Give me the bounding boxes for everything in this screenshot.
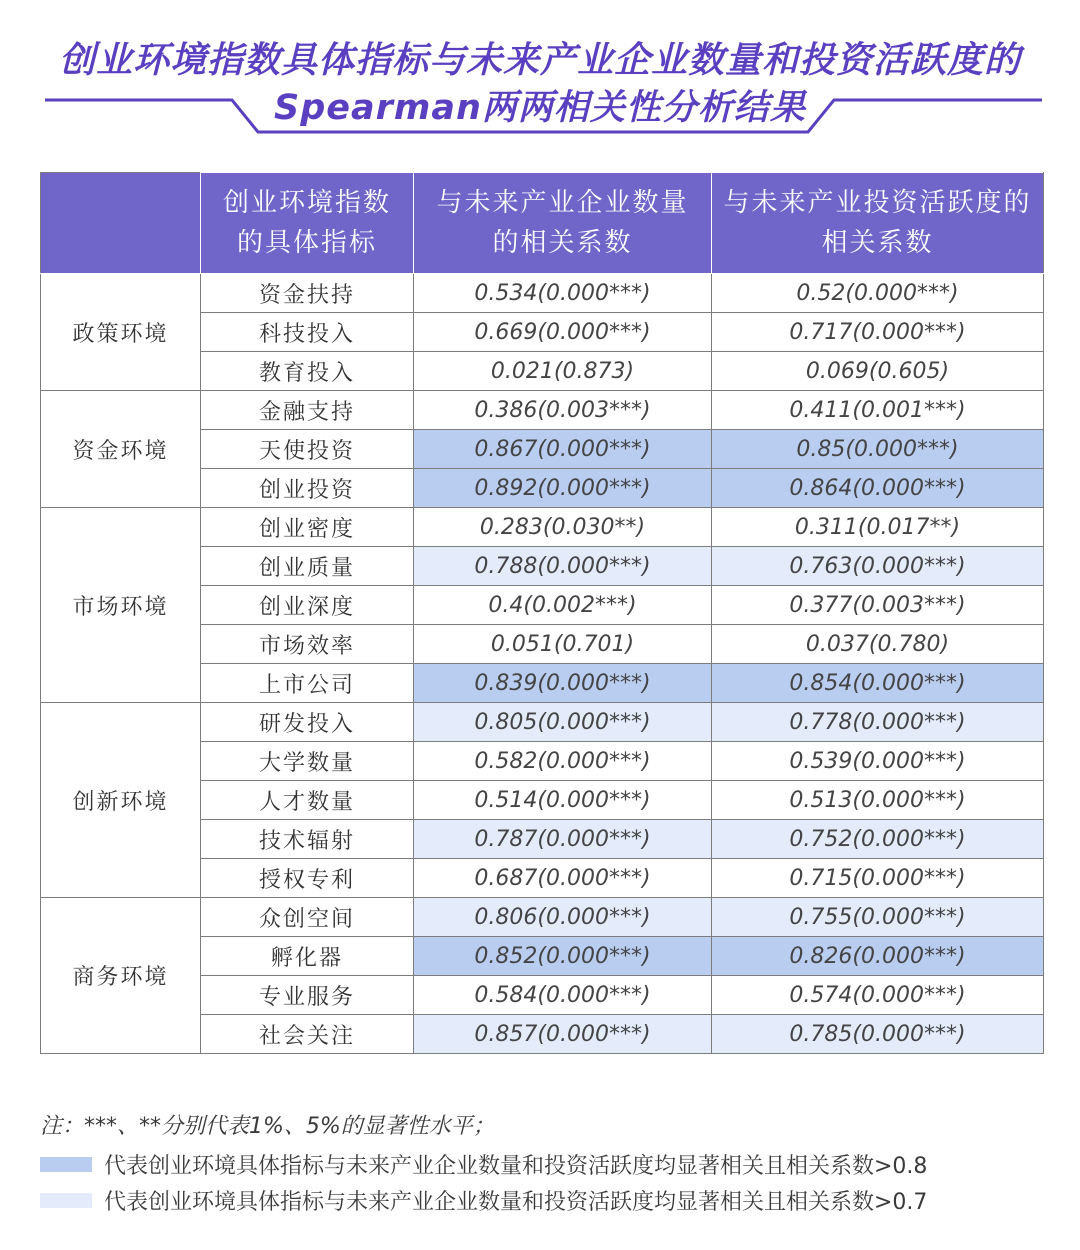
table-row bbox=[41, 898, 1044, 937]
count-correlation-cell: 0.021(0.873) bbox=[414, 352, 712, 391]
header-count bbox=[414, 173, 712, 274]
significance-note: 注：***、**分别代表1%、5%的显著性水平； bbox=[40, 1114, 495, 1139]
indicator-cell: 孵化器 bbox=[201, 937, 414, 976]
invest-correlation-cell: 0.311(0.017**) bbox=[712, 508, 1044, 547]
correlation-table bbox=[40, 172, 1044, 1054]
invest-correlation-cell: 0.864(0.000***) bbox=[712, 469, 1044, 508]
header-invest-line-2: 相关系数 bbox=[821, 228, 934, 258]
header-corner bbox=[41, 173, 201, 274]
invest-correlation-cell: 0.85(0.000***) bbox=[712, 430, 1044, 469]
group-label: 资金环境 bbox=[41, 391, 201, 508]
header-indicator bbox=[201, 173, 414, 274]
indicator-cell: 创业密度 bbox=[201, 508, 414, 547]
invest-correlation-cell: 0.574(0.000***) bbox=[712, 976, 1044, 1015]
count-correlation-cell: 0.584(0.000***) bbox=[414, 976, 712, 1015]
invest-correlation-cell: 0.763(0.000***) bbox=[712, 547, 1044, 586]
indicator-cell: 社会关注 bbox=[201, 1015, 414, 1054]
count-correlation-cell: 0.857(0.000***) bbox=[414, 1015, 712, 1054]
count-correlation-cell: 0.839(0.000***) bbox=[414, 664, 712, 703]
invest-correlation-cell: 0.715(0.000***) bbox=[712, 859, 1044, 898]
count-correlation-cell: 0.386(0.003***) bbox=[414, 391, 712, 430]
table-row bbox=[41, 508, 1044, 547]
header-invest bbox=[712, 173, 1044, 274]
indicator-cell: 金融支持 bbox=[201, 391, 414, 430]
invest-correlation-cell: 0.539(0.000***) bbox=[712, 742, 1044, 781]
count-correlation-cell: 0.788(0.000***) bbox=[414, 547, 712, 586]
indicator-cell: 创业质量 bbox=[201, 547, 414, 586]
notes bbox=[40, 1108, 1050, 1218]
invest-correlation-cell: 0.069(0.605) bbox=[712, 352, 1044, 391]
count-correlation-cell: 0.892(0.000***) bbox=[414, 469, 712, 508]
table-row bbox=[41, 391, 1044, 430]
title-block bbox=[0, 0, 1080, 140]
indicator-cell: 教育投入 bbox=[201, 352, 414, 391]
count-correlation-cell: 0.4(0.002***) bbox=[414, 586, 712, 625]
invest-correlation-cell: 0.513(0.000***) bbox=[712, 781, 1044, 820]
count-correlation-cell: 0.051(0.701) bbox=[414, 625, 712, 664]
invest-correlation-cell: 0.854(0.000***) bbox=[712, 664, 1044, 703]
indicator-cell: 资金扶持 bbox=[201, 274, 414, 313]
invest-correlation-cell: 0.037(0.780) bbox=[712, 625, 1044, 664]
header-invest-line-1: 与未来产业投资活跃度的 bbox=[723, 188, 1032, 218]
indicator-cell: 人才数量 bbox=[201, 781, 414, 820]
group-label: 创新环境 bbox=[41, 703, 201, 898]
legend-light-text: 代表创业环境具体指标与未来产业企业数量和投资活跃度均显著相关且相关系数>0.7 bbox=[104, 1189, 928, 1215]
table-header-row bbox=[41, 173, 1044, 274]
invest-correlation-cell: 0.785(0.000***) bbox=[712, 1015, 1044, 1054]
indicator-cell: 授权专利 bbox=[201, 859, 414, 898]
count-correlation-cell: 0.852(0.000***) bbox=[414, 937, 712, 976]
indicator-cell: 创业投资 bbox=[201, 469, 414, 508]
invest-correlation-cell: 0.778(0.000***) bbox=[712, 703, 1044, 742]
legend-strong-swatch bbox=[40, 1157, 92, 1172]
header-indicator-line-1: 创业环境指数 bbox=[222, 188, 391, 218]
invest-correlation-cell: 0.377(0.003***) bbox=[712, 586, 1044, 625]
indicator-cell: 创业深度 bbox=[201, 586, 414, 625]
header-count-line-1: 与未来产业企业数量 bbox=[436, 188, 689, 218]
group-label: 市场环境 bbox=[41, 508, 201, 703]
indicator-cell: 上市公司 bbox=[201, 664, 414, 703]
count-correlation-cell: 0.534(0.000***) bbox=[414, 274, 712, 313]
header-count-line-2: 的相关系数 bbox=[492, 228, 633, 258]
count-correlation-cell: 0.669(0.000***) bbox=[414, 313, 712, 352]
invest-correlation-cell: 0.717(0.000***) bbox=[712, 313, 1044, 352]
indicator-cell: 大学数量 bbox=[201, 742, 414, 781]
indicator-cell: 专业服务 bbox=[201, 976, 414, 1015]
group-label: 商务环境 bbox=[41, 898, 201, 1054]
indicator-cell: 天使投资 bbox=[201, 430, 414, 469]
count-correlation-cell: 0.787(0.000***) bbox=[414, 820, 712, 859]
count-correlation-cell: 0.805(0.000***) bbox=[414, 703, 712, 742]
indicator-cell: 技术辐射 bbox=[201, 820, 414, 859]
title-line-2: Spearman两两相关性分析结果 bbox=[274, 88, 806, 128]
count-correlation-cell: 0.582(0.000***) bbox=[414, 742, 712, 781]
legend-light bbox=[40, 1182, 1050, 1218]
invest-correlation-cell: 0.826(0.000***) bbox=[712, 937, 1044, 976]
indicator-cell: 市场效率 bbox=[201, 625, 414, 664]
legend-strong-text: 代表创业环境具体指标与未来产业企业数量和投资活跃度均显著相关且相关系数>0.8 bbox=[104, 1153, 928, 1179]
group-label: 政策环境 bbox=[41, 274, 201, 391]
indicator-cell: 研发投入 bbox=[201, 703, 414, 742]
invest-correlation-cell: 0.755(0.000***) bbox=[712, 898, 1044, 937]
count-correlation-cell: 0.514(0.000***) bbox=[414, 781, 712, 820]
count-correlation-cell: 0.283(0.030**) bbox=[414, 508, 712, 547]
header-indicator-line-2: 的具体指标 bbox=[236, 228, 377, 258]
legend-light-swatch bbox=[40, 1193, 92, 1208]
count-correlation-cell: 0.806(0.000***) bbox=[414, 898, 712, 937]
invest-correlation-cell: 0.411(0.001***) bbox=[712, 391, 1044, 430]
count-correlation-cell: 0.687(0.000***) bbox=[414, 859, 712, 898]
title-line-1: 创业环境指数具体指标与未来产业企业数量和投资活跃度的 bbox=[58, 40, 1021, 81]
table-body bbox=[41, 274, 1044, 1054]
table-row bbox=[41, 703, 1044, 742]
indicator-cell: 科技投入 bbox=[201, 313, 414, 352]
invest-correlation-cell: 0.52(0.000***) bbox=[712, 274, 1044, 313]
table-row bbox=[41, 274, 1044, 313]
invest-correlation-cell: 0.752(0.000***) bbox=[712, 820, 1044, 859]
count-correlation-cell: 0.867(0.000***) bbox=[414, 430, 712, 469]
legend-strong bbox=[40, 1146, 1050, 1182]
indicator-cell: 众创空间 bbox=[201, 898, 414, 937]
